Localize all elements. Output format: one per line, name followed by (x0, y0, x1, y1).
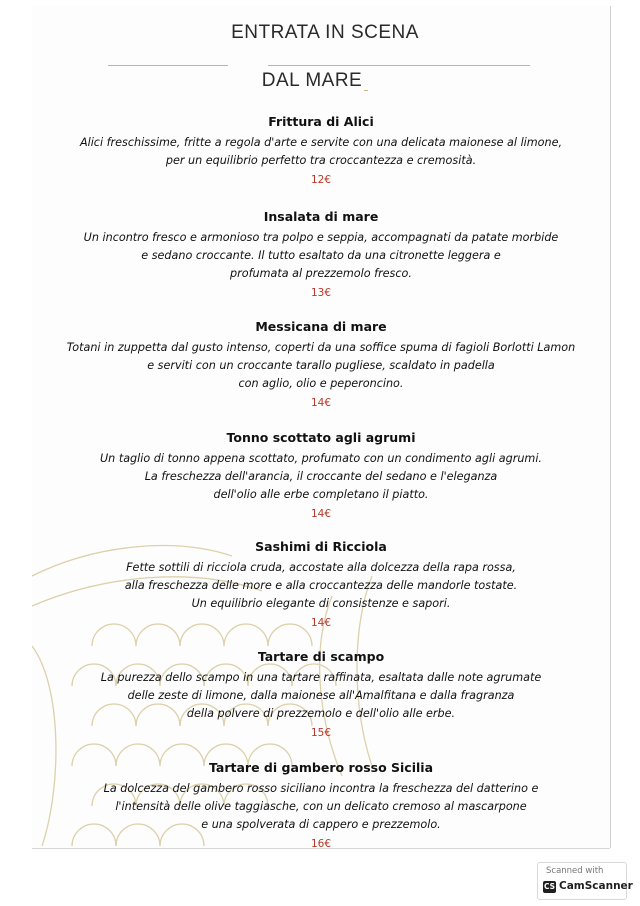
dish-item (32, 114, 610, 188)
dish-name: Sashimi di Ricciola (255, 539, 387, 554)
dish-description: Totani in zuppetta dal gusto intenso, coperti da una soffice spuma di fagioli Borlotti Lamon e serviti con un croccante tarallo pugliese, scaldato in padella con aglio, olio e peperoncino. (66, 341, 576, 390)
dish-name: Tartare di scampo (257, 649, 385, 664)
dish-item (32, 760, 610, 848)
dish-price: 16€ (310, 838, 332, 848)
dish-name: Tartare di gambero rosso Sicilia (209, 760, 433, 775)
category-title: DAL MARE (261, 70, 363, 91)
dish-item (32, 319, 610, 411)
dish-item (32, 649, 610, 741)
category-divider-mark (364, 86, 368, 91)
dish-price: 14€ (310, 617, 332, 629)
section-title: ENTRATA IN SCENA (231, 22, 419, 43)
dish-price: 13€ (310, 287, 332, 299)
dish-description: Un incontro fresco e armonioso tra polpo e seppia, accompagnati da patate morbide e sedano croccante. Il tutto esaltato da una citronette leggera e profumata al prezzemolo fresco. (83, 231, 559, 280)
dish-price: 12€ (310, 174, 332, 186)
dish-price: 14€ (310, 397, 332, 409)
dish-item (32, 539, 610, 631)
menu-page (32, 6, 610, 848)
dish-price: 14€ (310, 508, 332, 520)
dish-description: Un taglio di tonno appena scottato, profumato con un condimento agli agrumi. La freschezza dell'arancia, il croccante del sedano e l'eleganza dell'olio alle erbe completano il piatto. (99, 452, 542, 501)
watermark-caption: Scanned with (546, 866, 604, 876)
dish-name: Messicana di mare (255, 319, 387, 334)
dish-description: Fette sottili di ricciola cruda, accostate alla dolcezza della rapa rossa, alla freschezza delle more e alla croccantezza delle mandorle tostate. Un equilibrio elegante di consistenze e sapori. (124, 561, 518, 610)
watermark-brand: CamScanner (559, 880, 633, 892)
camscanner-logo-icon: CS (543, 882, 556, 891)
dish-name: Tonno scottato agli agrumi (226, 430, 416, 445)
dish-description: Alici freschissime, fritte a regola d'arte e servite con una delicata maionese al limone, per un equilibrio perfetto tra croccantezza e cremosità. (79, 136, 563, 167)
dish-description: La dolcezza del gambero rosso siciliano incontra la freschezza del datterino e l'intensità delle olive taggiasche, con un delicato cremoso al mascarpone e una spolverata di cappero e prezzemolo. (103, 782, 539, 831)
dish-price: 15€ (310, 727, 332, 739)
dish-name: Insalata di mare (263, 209, 379, 224)
title-divider-right (268, 65, 530, 66)
dish-description: La purezza dello scampo in una tartare raffinata, esaltata dalle note agrumate delle zeste di limone, dalla maionese all'Amalfitana e dalla fragranza della polvere di prezzemolo e dell'olio alle erbe. (100, 671, 542, 720)
dish-name: Frittura di Alici (268, 114, 374, 129)
dish-item (32, 209, 610, 301)
camscanner-watermark (537, 862, 633, 900)
title-divider-left (108, 65, 228, 66)
dish-item (32, 430, 610, 522)
